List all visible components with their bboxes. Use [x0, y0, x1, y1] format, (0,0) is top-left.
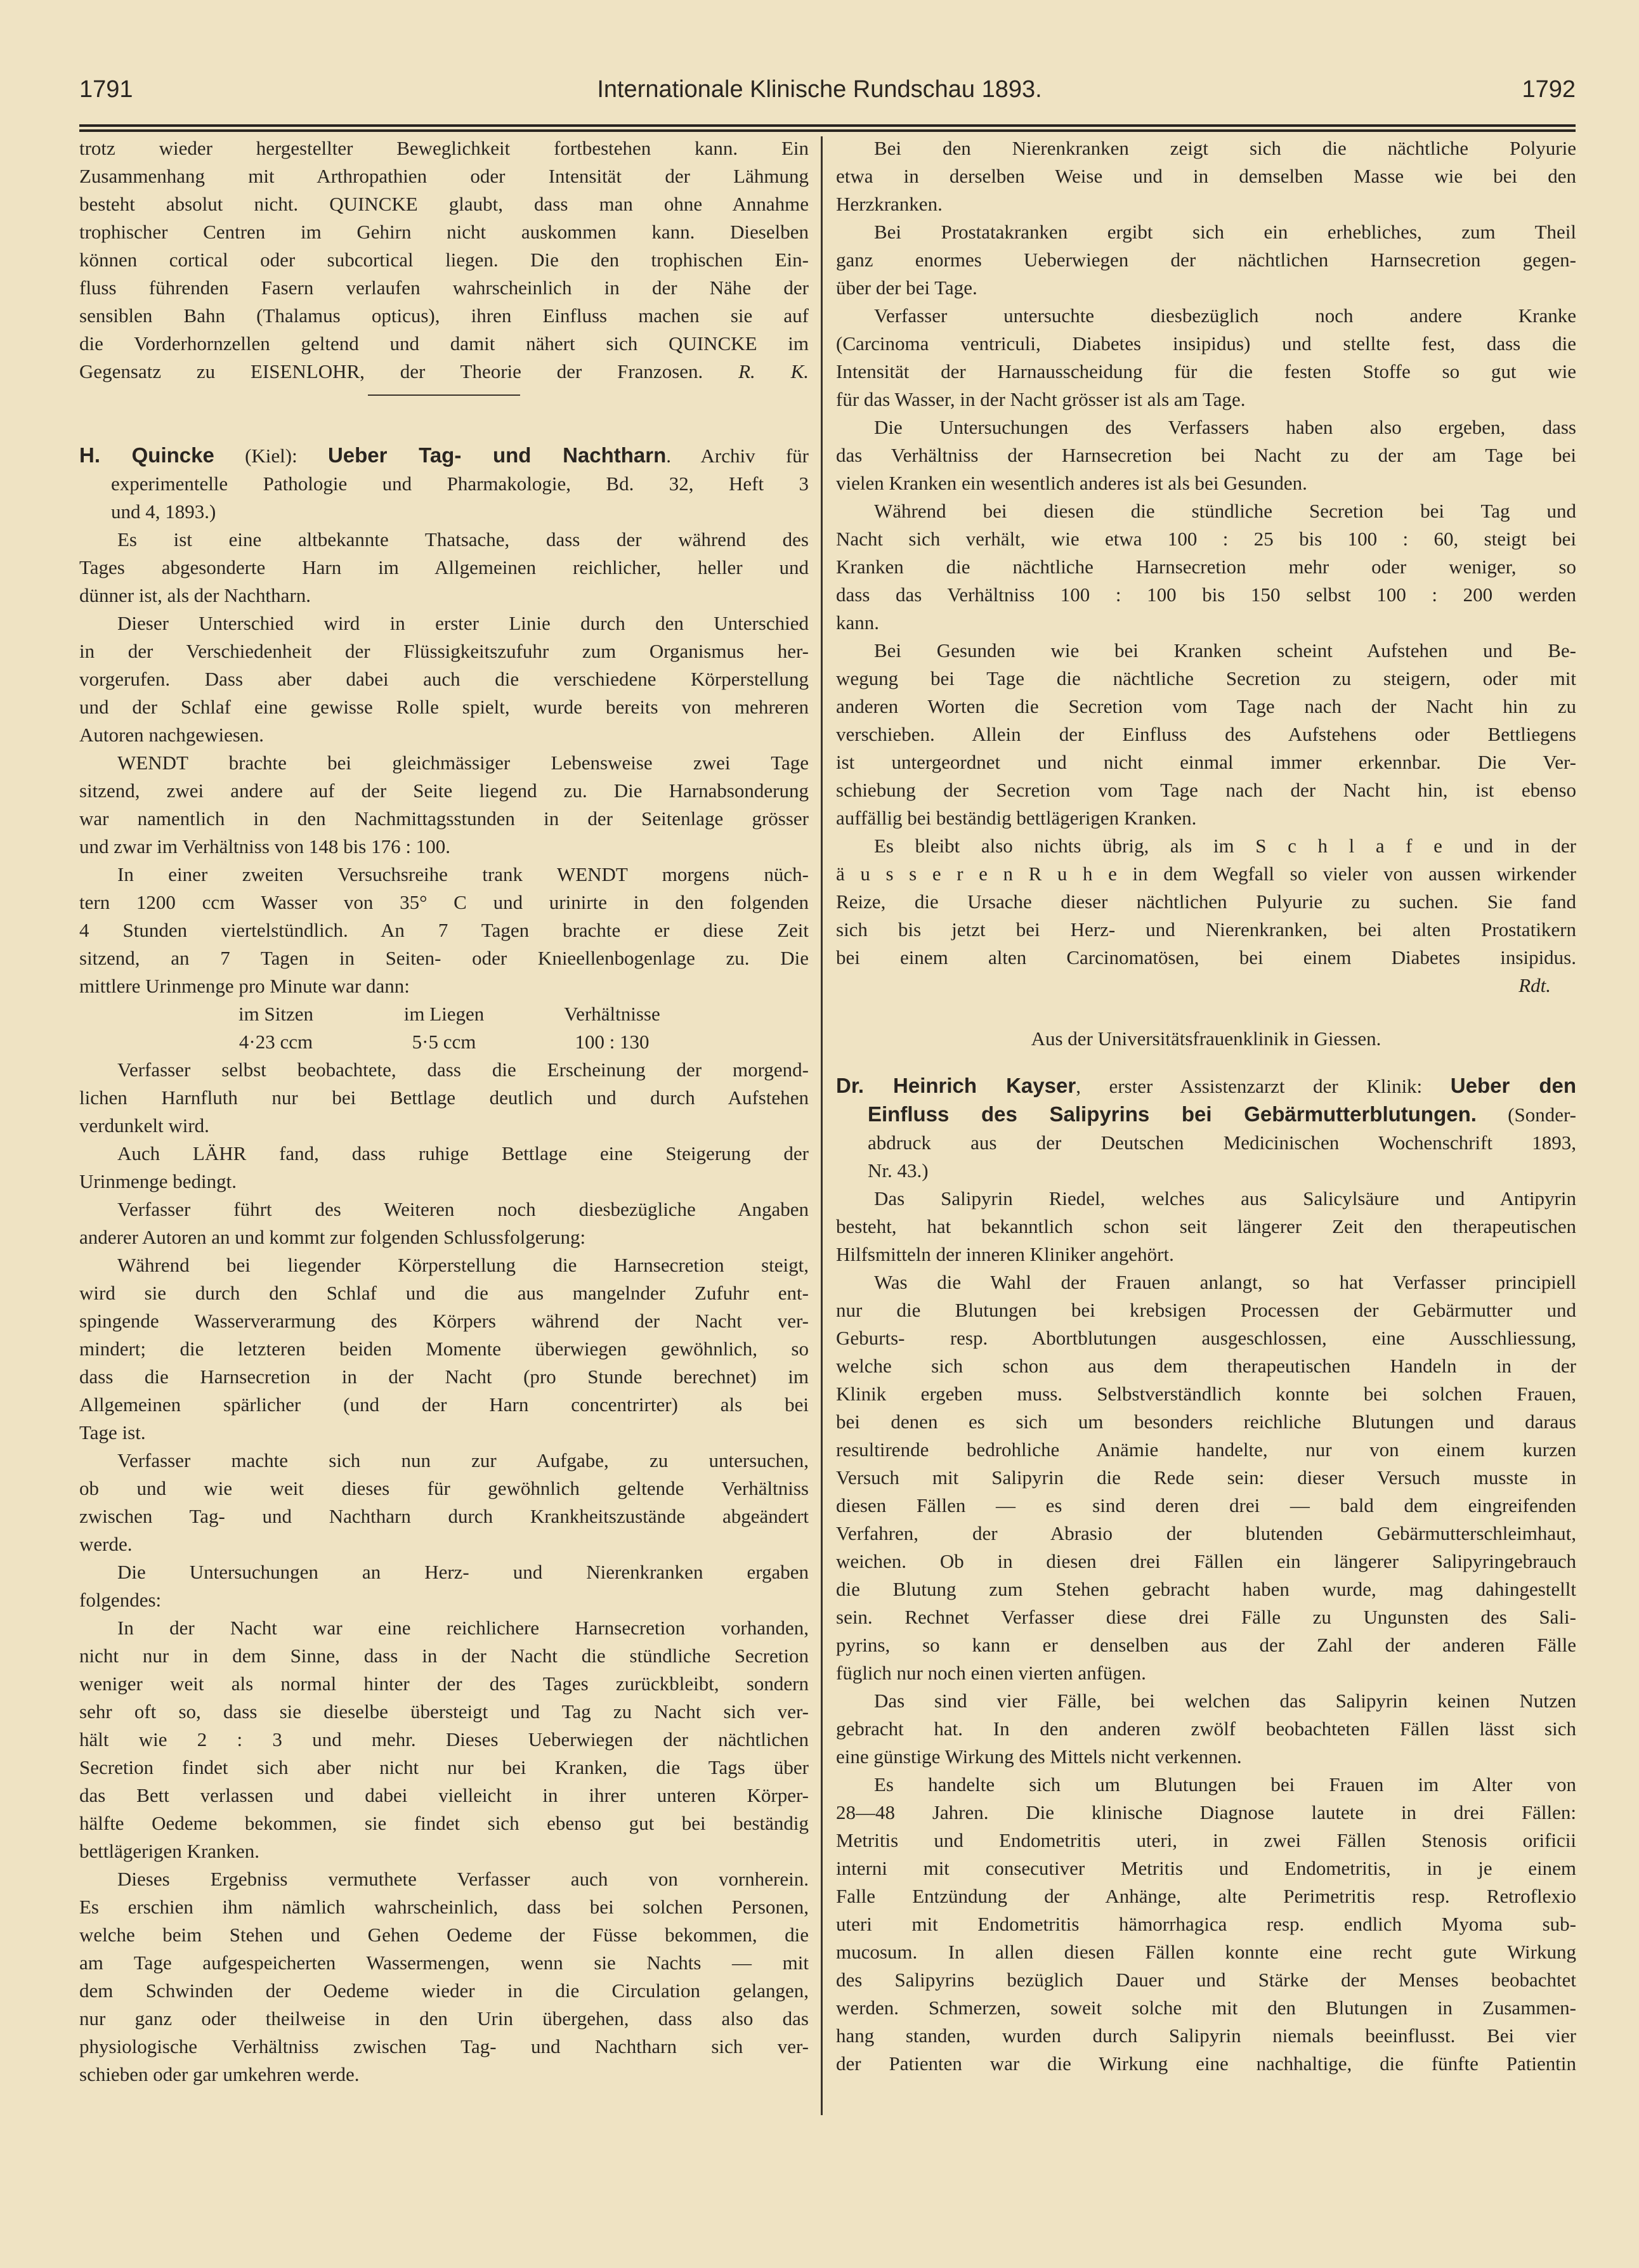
text-line: vielen Kranken ein wesentlich anderes ist als bei Gesunden. — [836, 472, 1307, 494]
text-line: Kranken die nächtliche Harnsecretion mehr oder weniger, so — [836, 556, 1576, 578]
text-segment: (Sonder- — [1476, 1104, 1577, 1126]
text-line: wegung bei Tage die nächtliche Secretion zu steigern, oder mit — [836, 667, 1576, 689]
text-line: Das Salipyrin Riedel, welches aus Salicylsäure und Antipyrin — [874, 1187, 1576, 1209]
text-line: interni mit consecutiver Metritis und Endometritis, in je einem — [836, 1857, 1576, 1879]
measurement-table — [79, 1000, 809, 1056]
header-double-rule — [79, 124, 1576, 132]
text-line: dünner ist, als der Nachtharn. — [79, 584, 311, 606]
section-heading: Aus der Universitätsfrauenklinik in Giessen. — [1031, 1027, 1381, 1050]
text-line: (Carcinoma ventriculi, Diabetes insipidus) und stellte fest, dass die — [836, 332, 1576, 355]
paragraph — [79, 1140, 809, 1196]
text-line: werde. — [79, 1533, 133, 1555]
text-line: dass die Harnsecretion in der Nacht (pro Stunde berechnet) im — [79, 1365, 809, 1388]
paragraph — [836, 218, 1576, 302]
text-line: weichen. Ob in diesen drei Fällen ein längerer Salipyringebrauch — [836, 1550, 1576, 1572]
text-line: Bei den Nierenkranken zeigt sich die nächtliche Polyurie — [874, 137, 1576, 159]
bold-text: Ueber Tag- und Nachtharn — [327, 443, 667, 467]
text-line: des Salipyrins bezüglich Dauer und Stärke der Menses beobachtet — [836, 1969, 1576, 1991]
text-line: Zusammenhang mit Arthropathien oder Intensität der Lähmung — [79, 165, 809, 187]
text-line: Intensität der Harnausscheidung für die festen Stoffe so gut wie — [836, 360, 1576, 382]
text-line — [836, 1072, 1576, 1100]
text-line: physiologische Verhältniss zwischen Tag- und Nachtharn sich ver- — [79, 2035, 809, 2057]
text-line: Verfasser untersuchte diesbezüglich noch andere Kranke — [874, 304, 1576, 327]
text-line: Verfahren, der Abrasio der blutenden Gebärmutterschleimhaut, — [836, 1522, 1576, 1544]
text-line: uteri mit Endometritis hämorrhagica resp. endlich Myoma sub- — [836, 1913, 1576, 1935]
text-line: 28—48 Jahren. Die klinische Diagnose lautete in drei Fällen: — [836, 1801, 1576, 1823]
text-line: die Vorderhornzellen geltend und damit nähert sich QUINCKE im — [79, 332, 809, 355]
paragraph — [836, 302, 1576, 414]
table-header: Verhältnisse — [564, 1003, 660, 1025]
bold-text: Dr. Heinrich Kayser — [836, 1074, 1076, 1097]
text-line: eine günstige Wirkung des Mittels nicht verkennen. — [836, 1745, 1242, 1768]
text-line: Die Untersuchungen des Verfassers haben also ergeben, dass — [874, 416, 1576, 438]
text-line: diesen Fällen — es sind deren drei — bald dem eingreifenden — [836, 1494, 1576, 1516]
text-line: Während bei liegender Körperstellung die Harnsecretion steigt, — [117, 1254, 809, 1276]
page-number-left: 1791 — [79, 76, 133, 103]
text-line: füglich nur noch einen vierten anfügen. — [836, 1662, 1146, 1684]
paragraph — [79, 861, 809, 1000]
paragraph — [79, 1558, 809, 1614]
text-line: Dieser Unterschied wird in erster Linie durch den Unterschied — [117, 612, 809, 634]
text-line: Das sind vier Fälle, bei welchen das Salipyrin keinen Nutzen — [874, 1690, 1576, 1712]
text-line: hang standen, wurden durch Salipyrin niemals beeinflusst. Bei vier — [836, 2024, 1576, 2047]
text-line: Es ist eine altbekannte Thatsache, dass der während des — [117, 528, 809, 551]
text-line: 4 Stunden viertelstündlich. An 7 Tagen brachte er diese Zeit — [79, 919, 809, 941]
text-line: sitzend, zwei andere auf der Seite liegend zu. Die Harnabsonderung — [79, 779, 809, 802]
text-line: folgendes: — [79, 1589, 162, 1611]
text-line: für das Wasser, in der Nacht grösser ist als am Tage. — [836, 388, 1246, 410]
text-line — [79, 358, 809, 386]
text-line: Während bei diesen die stündliche Secretion bei Tag und — [874, 500, 1576, 522]
text-line: WENDT brachte bei gleichmässiger Lebensweise zwei Tage — [117, 752, 809, 774]
journal-title: Internationale Klinische Rundschau 1893. — [597, 76, 1042, 103]
table-header: im Liegen — [403, 1003, 485, 1025]
text-line: und zwar im Verhältniss von 148 bis 176 : 100. — [79, 835, 450, 857]
text-line: Reize, die Ursache dieser nächtlichen Pulyurie zu suchen. Sie fand — [836, 890, 1576, 913]
text-line: Verfasser führt des Weiteren noch diesbezügliche Angaben — [117, 1198, 809, 1220]
table-cell: 4·23 ccm — [238, 1031, 313, 1053]
paragraph — [836, 414, 1576, 497]
text-line: bettlägerigen Kranken. — [79, 1840, 260, 1862]
paragraph — [836, 637, 1576, 832]
text-line: trophischer Centren im Gehirn nicht auskommen kann. Dieselben — [79, 221, 809, 243]
text-line: Verfasser selbst beobachtete, dass die Erscheinung der morgend- — [117, 1059, 809, 1081]
text-line: In einer zweiten Versuchsreihe trank WENDT morgens nüch- — [117, 863, 809, 885]
text-line: das Bett verlassen und dabei vielleicht in ihrer unteren Körper- — [79, 1784, 809, 1806]
text-line: Herzkranken. — [836, 193, 943, 215]
text-line: verdunkelt wird. — [79, 1114, 209, 1137]
section-separator — [368, 394, 520, 396]
text-line: werden. Schmerzen, soweit solche mit den Blutungen in Zusammen- — [836, 1997, 1576, 2019]
text-line: und der Schlaf eine gewisse Rolle spielt, wurde bereits von mehreren — [79, 696, 809, 718]
text-line: Versuch mit Salipyrin die Rede sein: dieser Versuch musste in — [836, 1466, 1576, 1489]
text-line: trotz wieder hergestellter Beweglichkeit fortbestehen kann. Ein — [79, 137, 809, 159]
text-line: dem Schwinden der Oedeme wieder in die Circulation gelangen, — [79, 1979, 809, 2002]
text-line: bei denen es sich um besonders reichliche Blutungen und daraus — [836, 1411, 1576, 1433]
paragraph — [79, 1056, 809, 1140]
text-line: Dieses Ergebniss vermuthete Verfasser auch von vornherein. — [117, 1868, 809, 1890]
table-cell: 5·5 ccm — [412, 1031, 476, 1053]
article-heading — [79, 441, 809, 526]
bold-text: Einfluss des Salipyrins bei Gebärmutterblutungen. — [868, 1102, 1477, 1126]
text-line: sitzend, an 7 Tagen in Seiten- oder Knieellenbogenlage zu. Die — [79, 947, 809, 969]
text-line: dass das Verhältniss 100 : 100 bis 150 selbst 100 : 200 werden — [836, 583, 1576, 606]
text-segment: R. K. — [738, 360, 809, 382]
text-line: lichen Harnfluth nur bei Bettlage deutlich und durch Aufstehen — [79, 1086, 809, 1109]
text-line: können cortical oder subcortical liegen. Die den trophischen Ein- — [79, 249, 809, 271]
bold-text: Ueber den — [1450, 1074, 1576, 1097]
text-line: anderer Autoren an und kommt zur folgenden Schlussfolgerung: — [79, 1226, 586, 1248]
paragraph — [79, 1251, 809, 1447]
right-column — [836, 134, 1576, 2078]
text-segment: Gegensatz zu EISENLOHR, der Theorie der Franzosen. — [79, 360, 739, 382]
paragraph — [836, 1268, 1576, 1687]
text-line: sein. Rechnet Verfasser diese drei Fälle zu Ungunsten des Sali- — [836, 1606, 1576, 1628]
text-line: Secretion findet sich aber nicht nur bei Kranken, die Tags über — [79, 1756, 809, 1778]
text-line: mindert; die letzteren beiden Momente überwiegen gewöhnlich, so — [79, 1338, 809, 1360]
text-segment: (Kiel): — [214, 445, 328, 467]
text-line: Nacht sich verhält, wie etwa 100 : 25 bis 100 : 60, steigt bei — [836, 528, 1576, 550]
text-line: nicht nur in dem Sinne, dass in der Nacht die stündliche Secretion — [79, 1645, 809, 1667]
paragraph — [836, 832, 1576, 972]
text-line: Nr. 43.) — [868, 1159, 929, 1182]
text-line: hälfte Oedeme bekommen, sie findet sich ebenso gut bei beständig — [79, 1812, 809, 1834]
text-line: ob und wie weit dieses für gewöhnlich geltende Verhältniss — [79, 1477, 809, 1499]
paragraph — [79, 609, 809, 749]
text-line: gebracht hat. In den anderen zwölf beobachteten Fällen lässt sich — [836, 1717, 1576, 1740]
text-line: auffällig bei beständig bettlägerigen Kranken. — [836, 807, 1197, 829]
paragraph — [79, 1447, 809, 1558]
text-line: über der bei Tage. — [836, 277, 977, 299]
text-line: abdruck aus der Deutschen Medicinischen Wochenschrift 1893, — [868, 1131, 1576, 1154]
text-line: das Verhältniss der Harnsecretion bei Nacht zu der am Tage bei — [836, 444, 1576, 466]
text-line: Urinmenge bedingt. — [79, 1170, 237, 1192]
paragraph — [79, 134, 809, 386]
paragraph — [79, 1196, 809, 1251]
text-line: verschieben. Allein der Einfluss des Aufstehens oder Bettliegens — [836, 723, 1576, 745]
text-line: welche beim Stehen und Gehen Oedeme der Füsse bekommen, die — [79, 1924, 809, 1946]
text-line: der Patienten war die Wirkung eine nachhaltige, die fünfte Patientin — [836, 2052, 1576, 2075]
text-line: ä u s s e r e n R u h e in dem Wegfall so vieler von aussen wirkender — [836, 863, 1576, 885]
text-line: anderen Worten die Secretion vom Tage nach der Nacht hin zu — [836, 695, 1576, 717]
text-line: Die Untersuchungen an Herz- und Nierenkranken ergaben — [117, 1561, 809, 1583]
text-line: die Blutung zum Stehen gebracht haben wurde, mag dahingestellt — [836, 1578, 1576, 1600]
text-line: wird sie durch den Schlaf und die aus mangelnder Zufuhr ent- — [79, 1282, 809, 1304]
text-line: war namentlich in den Nachmittagsstunden in der Seitenlage grösser — [79, 807, 809, 830]
paragraph — [79, 1614, 809, 1865]
text-line — [79, 441, 809, 470]
text-line: Geburts- resp. Abortblutungen ausgeschlossen, eine Ausschliessung, — [836, 1327, 1576, 1349]
paragraph — [79, 526, 809, 609]
text-line: Auch LÄHR fand, dass ruhige Bettlage eine Steigerung der — [117, 1142, 809, 1164]
text-line: Tage ist. — [79, 1421, 146, 1444]
text-line: Verfasser machte sich nun zur Aufgabe, zu untersuchen, — [117, 1449, 809, 1471]
text-line: hält wie 2 : 3 und mehr. Dieses Ueberwiegen der nächtlichen — [79, 1728, 809, 1750]
text-line: Es erschien ihm nämlich wahrscheinlich, dass bei solchen Personen, — [79, 1896, 809, 1918]
text-line: bei einem alten Carcinomatösen, bei einem Diabetes insipidus. — [836, 946, 1576, 968]
text-line: mittlere Urinmenge pro Minute war dann: — [79, 975, 410, 997]
text-line: experimentelle Pathologie und Pharmakologie, Bd. 32, Heft 3 — [111, 472, 809, 495]
text-line: Bei Gesunden wie bei Kranken scheint Aufstehen und Be- — [874, 639, 1576, 662]
text-line: Allgemeinen spärlicher (und der Harn concentrirter) als bei — [79, 1393, 809, 1416]
text-line — [836, 1100, 1576, 1129]
paragraph — [836, 1771, 1576, 2078]
table-header: im Sitzen — [238, 1003, 313, 1025]
text-line: nur ganz oder theilweise in den Urin übergehen, dass also das — [79, 2007, 809, 2030]
text-line: Es handelte sich um Blutungen bei Frauen im Alter von — [874, 1773, 1576, 1796]
text-line: spingende Wasserverarmung des Körpers während der Nacht ver- — [79, 1310, 809, 1332]
article-heading — [836, 1072, 1576, 1185]
text-line: in der Verschiedenheit der Flüssigkeitszufuhr zum Organismus her- — [79, 640, 809, 662]
text-line: schieben oder gar umkehren werde. — [79, 2063, 360, 2085]
bold-text: H. Quincke — [79, 443, 214, 467]
text-line: sensiblen Bahn (Thalamus opticus), ihren Einfluss machen sie auf — [79, 304, 809, 327]
text-line: am Tage aufgespeicherten Wassermengen, wenn sie Nachts — mit — [79, 1952, 809, 1974]
text-line: Hilfsmitteln der inneren Kliniker angehört. — [836, 1243, 1174, 1265]
text-line: fluss führenden Fasern verlaufen wahrscheinlich in der Nähe der — [79, 277, 809, 299]
text-segment: . Archiv für — [666, 445, 809, 467]
text-line: pyrins, so kann er denselben aus der Zahl der anderen Fälle — [836, 1634, 1576, 1656]
text-line: nur die Blutungen bei krebsigen Processen der Gebärmutter und — [836, 1299, 1576, 1321]
text-line: Autoren nachgewiesen. — [79, 724, 264, 746]
text-line: besteht, hat bekanntlich schon seit längerer Zeit den therapeutischen — [836, 1215, 1576, 1237]
text-line: Tages abgesonderte Harn im Allgemeinen reichlicher, heller und — [79, 556, 809, 578]
text-line: sich bis jetzt bei Herz- und Nierenkranken, bei alten Prostatikern — [836, 918, 1576, 941]
text-segment: , erster Assistenzarzt der Klinik: — [1076, 1075, 1451, 1097]
text-line: besteht absolut nicht. QUINCKE glaubt, dass man ohne Annahme — [79, 193, 809, 215]
paragraph — [836, 497, 1576, 637]
text-line: Es bleibt also nichts übrig, als im S c h l a f e und in der — [874, 835, 1576, 857]
text-line: sehr oft so, dass sie dieselbe übersteigt und Tag zu Nacht sich ver- — [79, 1700, 809, 1723]
text-line: resultirende bedrohliche Anämie handelte, nur von einem kurzen — [836, 1438, 1576, 1461]
text-line: und 4, 1893.) — [111, 500, 216, 523]
text-line: vorgerufen. Dass aber dabei auch die verschiedene Körperstellung — [79, 668, 809, 690]
text-line: Was die Wahl der Frauen anlangt, so hat Verfasser principiell — [874, 1271, 1576, 1293]
paragraph — [836, 134, 1576, 218]
text-line: mucosum. In allen diesen Fällen konnte eine recht gute Wirkung — [836, 1941, 1576, 1963]
text-line: weniger weit als normal hinter der des Tages zurückbleibt, sondern — [79, 1672, 809, 1695]
paragraph — [836, 1687, 1576, 1771]
page-number-right: 1792 — [1522, 76, 1576, 103]
text-line: Metritis und Endometritis uteri, in zwei Fällen Stenosis orificii — [836, 1829, 1576, 1851]
table-cell: 100 : 130 — [575, 1031, 650, 1053]
paragraph — [79, 749, 809, 861]
text-line: Falle Entzündung der Anhänge, alte Perimetritis resp. Retroflexio — [836, 1885, 1576, 1907]
text-line: welche sich schon aus dem therapeutischen Handeln in der — [836, 1355, 1576, 1377]
text-line: etwa in derselben Weise und in demselben Masse wie bei den — [836, 165, 1576, 187]
text-line: kann. — [836, 611, 880, 634]
text-line: Bei Prostatakranken ergibt sich ein erhebliches, zum Theil — [874, 221, 1576, 243]
paragraph — [836, 1185, 1576, 1268]
text-line: ganz enormes Ueberwiegen der nächtlichen Harnsecretion gegen- — [836, 249, 1576, 271]
text-line: ist untergeordnet und nicht einmal immer erkennbar. Die Ver- — [836, 751, 1576, 773]
paragraph — [79, 1865, 809, 2089]
text-line: schiebung der Secretion vom Tage nach der Nacht hin, ist ebenso — [836, 779, 1576, 801]
column-divider — [821, 136, 823, 2115]
left-column — [79, 134, 809, 2089]
text-line: In der Nacht war eine reichlichere Harnsecretion vorhanden, — [117, 1617, 809, 1639]
signature: Rdt. — [1518, 974, 1551, 996]
text-line: zwischen Tag- und Nachtharn durch Krankheitszustände abgeändert — [79, 1505, 809, 1527]
text-line: Klinik ergeben muss. Selbstverständlich konnte bei solchen Frauen, — [836, 1383, 1576, 1405]
text-line: tern 1200 ccm Wasser von 35° C und urinirte in den folgenden — [79, 891, 809, 913]
